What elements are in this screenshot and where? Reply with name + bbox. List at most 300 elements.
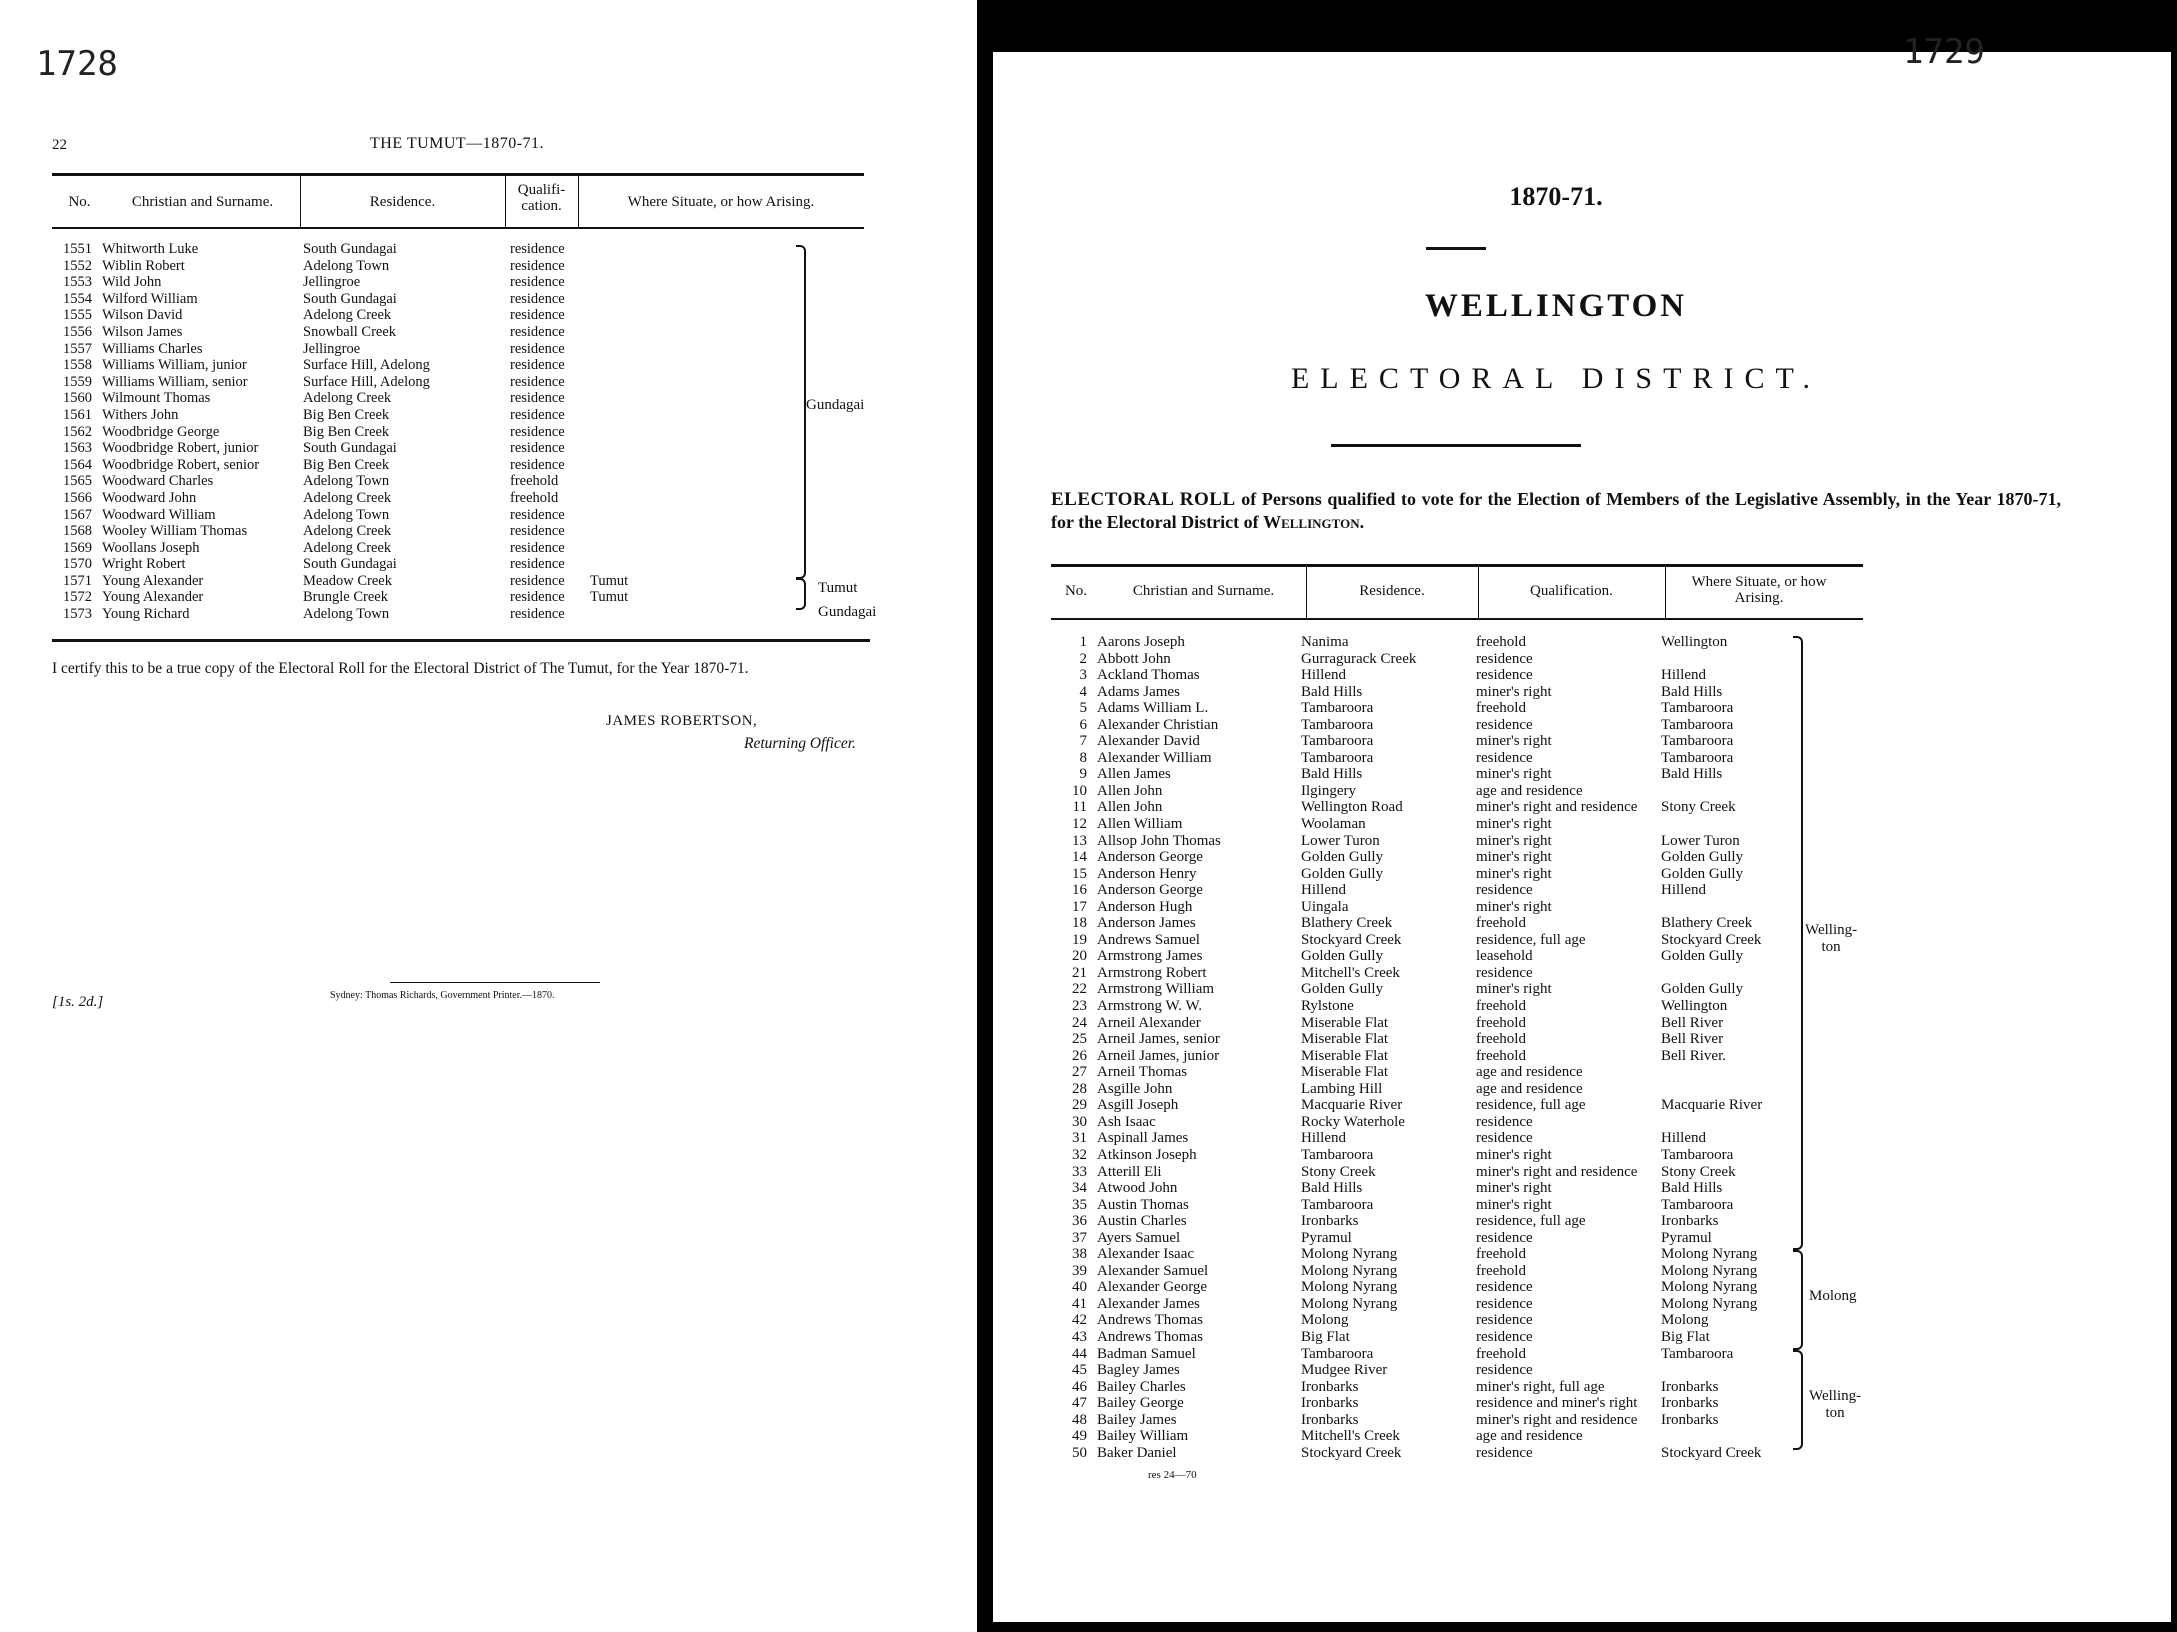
- ornament-rule: [1426, 247, 1486, 250]
- entry-qualification: residence: [510, 456, 565, 473]
- roll-entry: [1051, 1114, 1811, 1131]
- entry-qualification: residence: [1476, 1229, 1533, 1246]
- roll-entry: [1051, 733, 1811, 750]
- entry-residence: Blathery Creek: [1301, 915, 1393, 932]
- entry-number: 49: [1072, 1428, 1087, 1445]
- entry-number: 8: [1079, 749, 1087, 766]
- entry-name: Atkinson Joseph: [1097, 1146, 1197, 1163]
- entry-residence: Rocky Waterhole: [1301, 1113, 1405, 1130]
- entry-name: Arneil James, senior: [1097, 1031, 1220, 1048]
- entry-number: 50: [1072, 1444, 1087, 1461]
- right-table-top-rule: [1051, 564, 1863, 567]
- entry-residence: Macquarie River: [1301, 1097, 1403, 1114]
- entry-residence: Wellington Road: [1301, 799, 1403, 816]
- roll-entry: [1051, 634, 1811, 651]
- entry-residence: Tambaroora: [1301, 1345, 1374, 1362]
- entry-number: 1568: [63, 523, 92, 540]
- entry-residence: Pyramul: [1301, 1229, 1352, 1246]
- entry-number: 20: [1072, 948, 1087, 965]
- entry-residence: Ironbarks: [1301, 1213, 1359, 1230]
- roll-entry: [50, 357, 810, 374]
- printer-imprint: Sydney: Thomas Richards, Government Printer.—1870.: [330, 990, 555, 1001]
- entry-name: Arneil James, junior: [1097, 1047, 1220, 1064]
- roll-intro-district: Wellington.: [1263, 512, 1365, 532]
- entry-residence: Tambaroora: [1301, 716, 1374, 733]
- entry-number: 24: [1072, 1014, 1087, 1031]
- entry-where: Bell River.: [1661, 1047, 1726, 1064]
- roll-entry: [1051, 866, 1811, 883]
- entry-qualification: residence: [1476, 1328, 1533, 1345]
- entry-qualification: residence: [510, 373, 565, 390]
- roll-entry: [1051, 981, 1811, 998]
- entry-number: 18: [1072, 915, 1087, 932]
- entry-number: 40: [1072, 1279, 1087, 1296]
- roll-entry: [50, 490, 810, 507]
- entry-qualification: residence, full age: [1476, 1097, 1586, 1114]
- roll-entry: [50, 573, 810, 590]
- entry-number: 1570: [63, 556, 92, 573]
- roll-intro-text: of Persons qualified to vote for the Election of Members of the Legislative Assembly, in the Year 1870-71, for the Electoral District of: [1051, 489, 2062, 532]
- roll-entry: [1051, 783, 1811, 800]
- entry-residence: South Gundagai: [303, 556, 397, 573]
- entry-residence: Adelong Town: [303, 257, 390, 274]
- entry-number: 1553: [63, 274, 92, 291]
- entry-qualification: residence: [1476, 1113, 1533, 1130]
- roll-entry: [1051, 651, 1811, 668]
- entry-qualification: residence: [1476, 667, 1533, 684]
- entry-name: Woodbridge Robert, senior: [102, 456, 260, 473]
- entry-name: Wright Robert: [102, 556, 186, 573]
- entry-qualification: residence: [510, 390, 565, 407]
- entry-number: 1567: [63, 506, 92, 523]
- entry-number: 7: [1079, 733, 1087, 750]
- entry-residence: Surface Hill, Adelong: [303, 373, 430, 390]
- right-roll-entries: [1051, 634, 1811, 1461]
- entry-name: Bailey James: [1097, 1411, 1177, 1428]
- roll-entry: [1051, 1263, 1811, 1280]
- right-header-where: Where Situate, or how Arising.: [1691, 574, 1827, 606]
- entry-qualification: residence: [510, 406, 565, 423]
- right-footer-note: res 24—70: [1148, 1469, 1197, 1481]
- entry-number: 16: [1072, 882, 1087, 899]
- entry-number: 1572: [63, 589, 92, 606]
- left-bracket-gundagai: [796, 245, 806, 579]
- entry-qualification: residence: [1476, 1444, 1533, 1461]
- entry-qualification: miner's right: [1476, 981, 1552, 998]
- entry-number: 1562: [63, 423, 92, 440]
- entry-residence: Ilgingery: [1301, 782, 1356, 799]
- left-header-name: Christian and Surname.: [131, 194, 274, 210]
- entry-where: Bald Hills: [1661, 766, 1723, 783]
- entry-name: Williams William, junior: [102, 357, 247, 374]
- entry-residence: Golden Gully: [1301, 981, 1384, 998]
- roll-entry: [50, 307, 810, 324]
- entry-residence: Tambaroora: [1301, 700, 1374, 717]
- entry-number: 27: [1072, 1064, 1087, 1081]
- entry-number: 34: [1072, 1180, 1087, 1197]
- entry-number: 1573: [63, 606, 92, 623]
- entry-name: Young Alexander: [102, 572, 204, 589]
- entry-name: Alexander Samuel: [1097, 1262, 1209, 1279]
- entry-qualification: miner's right: [1476, 898, 1552, 915]
- entry-number: 14: [1072, 849, 1087, 866]
- entry-name: Allsop John Thomas: [1097, 832, 1221, 849]
- entry-qualification: residence: [510, 340, 565, 357]
- entry-name: Wilson David: [102, 307, 183, 324]
- entry-number: 17: [1072, 898, 1087, 915]
- entry-where: Hillend: [1661, 667, 1706, 684]
- entry-name: Atterill Eli: [1097, 1163, 1162, 1180]
- roll-entry: [1051, 882, 1811, 899]
- entry-where: Tambaroora: [1661, 1146, 1734, 1163]
- entry-qualification: freehold: [1476, 1014, 1526, 1031]
- entry-qualification: miner's right and residence: [1476, 1163, 1638, 1180]
- entry-qualification: residence, full age: [1476, 1213, 1586, 1230]
- roll-entry: [1051, 948, 1811, 965]
- entry-name: Armstrong James: [1097, 948, 1203, 965]
- roll-entry: [50, 523, 810, 540]
- entry-name: Anderson George: [1097, 849, 1203, 866]
- entry-number: 48: [1072, 1411, 1087, 1428]
- entry-residence: Hillend: [1301, 882, 1346, 899]
- entry-residence: South Gundagai: [303, 241, 397, 257]
- entry-residence: Snowball Creek: [303, 323, 397, 340]
- entry-qualification: freehold: [1476, 915, 1526, 932]
- entry-where: Molong Nyrang: [1661, 1246, 1758, 1263]
- roll-entry: [1051, 833, 1811, 850]
- entry-name: Alexander James: [1097, 1295, 1200, 1312]
- entry-number: 47: [1072, 1395, 1087, 1412]
- entry-residence: Bald Hills: [1301, 1180, 1363, 1197]
- title-rule: [1331, 444, 1581, 447]
- left-page-number: 22: [52, 137, 67, 153]
- roll-entry: [1051, 998, 1811, 1015]
- entry-name: Austin Charles: [1097, 1213, 1187, 1230]
- roll-entry: [1051, 1445, 1811, 1462]
- entry-name: Baker Daniel: [1097, 1444, 1177, 1461]
- entry-number: 1563: [63, 440, 92, 457]
- entry-residence: Golden Gully: [1301, 948, 1384, 965]
- entry-name: Arneil Thomas: [1097, 1064, 1188, 1081]
- entry-residence: Adelong Town: [303, 606, 390, 623]
- entry-name: Austin Thomas: [1097, 1196, 1189, 1213]
- entry-name: Adams James: [1097, 683, 1180, 700]
- entry-number: 1571: [63, 572, 92, 589]
- entry-residence: Big Ben Creek: [303, 406, 390, 423]
- entry-name: Asgille John: [1097, 1080, 1173, 1097]
- entry-residence: Adelong Town: [303, 506, 390, 523]
- entry-residence: Molong Nyrang: [1301, 1246, 1398, 1263]
- entry-qualification: miner's right: [1476, 832, 1552, 849]
- entry-qualification: miner's right: [1476, 1196, 1552, 1213]
- roll-entry: [50, 424, 810, 441]
- entry-name: Armstrong William: [1097, 981, 1215, 998]
- entry-number: 1564: [63, 456, 92, 473]
- entry-name: Young Richard: [102, 606, 190, 623]
- entry-qualification: residence: [510, 290, 565, 307]
- roll-entry: [1051, 1428, 1811, 1445]
- entry-qualification: residence and miner's right: [1476, 1395, 1638, 1412]
- entry-name: Asgill Joseph: [1097, 1097, 1179, 1114]
- entry-where: Bald Hills: [1661, 1180, 1723, 1197]
- entry-number: 1551: [63, 241, 92, 257]
- entry-residence: Tambaroora: [1301, 733, 1374, 750]
- entry-name: Woodbridge George: [102, 423, 220, 440]
- entry-residence: Golden Gully: [1301, 865, 1384, 882]
- entry-name: Ackland Thomas: [1097, 667, 1200, 684]
- entry-name: Anderson Henry: [1097, 865, 1197, 882]
- entry-qualification: residence: [510, 523, 565, 540]
- entry-qualification: residence: [1476, 749, 1533, 766]
- roll-entry: [50, 341, 810, 358]
- roll-entry: [1051, 1081, 1811, 1098]
- left-bracket-label: Tumut: [818, 580, 858, 596]
- entry-where: Bald Hills: [1661, 683, 1723, 700]
- entry-qualification: freehold: [1476, 700, 1526, 717]
- entry-qualification: residence: [510, 440, 565, 457]
- entry-residence: Miserable Flat: [1301, 1064, 1389, 1081]
- entry-qualification: residence: [1476, 650, 1533, 667]
- entry-number: 41: [1072, 1295, 1087, 1312]
- entry-name: Wilmount Thomas: [102, 390, 211, 407]
- entry-residence: Molong Nyrang: [1301, 1279, 1398, 1296]
- roll-entry: [1051, 700, 1811, 717]
- entry-qualification: residence: [1476, 1295, 1533, 1312]
- roll-entry: [1051, 849, 1811, 866]
- entry-name: Alexander Christian: [1097, 716, 1219, 733]
- entry-residence: Stony Creek: [1301, 1163, 1376, 1180]
- entry-number: 1: [1079, 634, 1087, 650]
- entry-where: Golden Gully: [1661, 865, 1744, 882]
- roll-entry: [50, 473, 810, 490]
- entry-number: 1565: [63, 473, 92, 490]
- entry-residence: Bald Hills: [1301, 766, 1363, 783]
- entry-qualification: freehold: [1476, 1031, 1526, 1048]
- roll-entry: [50, 374, 810, 391]
- certify-statement: I certify this to be a true copy of the Electoral Roll for the Electoral District of The Tumut, for the Year 1870-71.: [52, 660, 749, 677]
- roll-entry: [1051, 1279, 1811, 1296]
- entry-number: 1557: [63, 340, 92, 357]
- entry-qualification: miner's right: [1476, 816, 1552, 833]
- entry-name: Badman Samuel: [1097, 1345, 1196, 1362]
- entry-name: Aarons Joseph: [1097, 634, 1185, 650]
- entry-name: Ayers Samuel: [1097, 1229, 1181, 1246]
- signer-name: JAMES ROBERTSON,: [606, 713, 758, 729]
- roll-entry: [50, 390, 810, 407]
- entry-number: 45: [1072, 1362, 1087, 1379]
- entry-residence: Ironbarks: [1301, 1411, 1359, 1428]
- left-table-bottom-rule: [52, 639, 870, 642]
- entry-qualification: residence: [510, 506, 565, 523]
- entry-residence: Miserable Flat: [1301, 1031, 1389, 1048]
- entry-name: Williams Charles: [102, 340, 203, 357]
- entry-residence: Ironbarks: [1301, 1395, 1359, 1412]
- left-roll-entries: [50, 241, 810, 623]
- entry-qualification: freehold: [510, 489, 559, 506]
- entry-number: 1559: [63, 373, 92, 390]
- entry-residence: South Gundagai: [303, 290, 397, 307]
- entry-where: Stony Creek: [1661, 799, 1736, 816]
- entry-qualification: miner's right: [1476, 766, 1552, 783]
- entry-where: Macquarie River: [1661, 1097, 1763, 1114]
- entry-residence: Molong: [1301, 1312, 1349, 1329]
- entry-name: Woodward John: [102, 489, 197, 506]
- entry-name: Withers John: [102, 406, 179, 423]
- entry-where: Ironbarks: [1661, 1395, 1719, 1412]
- right-bracket-molong: [1793, 1250, 1803, 1350]
- entry-name: Young Alexander: [102, 589, 204, 606]
- right-bracket-wellington: [1793, 1350, 1803, 1450]
- roll-entry: [1051, 1097, 1811, 1114]
- roll-entry: [50, 241, 810, 258]
- entry-name: Andrews Samuel: [1097, 931, 1200, 948]
- roll-entry: [50, 440, 810, 457]
- left-bracket-tumut: [796, 578, 806, 610]
- entry-qualification: residence: [1476, 1130, 1533, 1147]
- roll-entry: [1051, 1164, 1811, 1181]
- entry-residence: Lambing Hill: [1301, 1080, 1383, 1097]
- roll-entry: [1051, 667, 1811, 684]
- entry-residence: Hillend: [1301, 1130, 1346, 1147]
- left-bracket-label: Gundagai: [806, 397, 865, 413]
- right-header-qualification: Qualification.: [1530, 583, 1613, 599]
- roll-entry: [50, 606, 810, 623]
- entry-number: 12: [1072, 816, 1087, 833]
- entry-qualification: residence: [1476, 1362, 1533, 1379]
- entry-qualification: freehold: [510, 473, 559, 490]
- entry-number: 31: [1072, 1130, 1087, 1147]
- entry-residence: Woolaman: [1301, 816, 1366, 833]
- entry-where: Pyramul: [1661, 1229, 1712, 1246]
- entry-number: 28: [1072, 1080, 1087, 1097]
- entry-number: 1556: [63, 323, 92, 340]
- roll-entry: [1051, 717, 1811, 734]
- entry-name: Atwood John: [1097, 1180, 1178, 1197]
- entry-name: Wooley William Thomas: [102, 523, 248, 540]
- entry-name: Andrews Thomas: [1097, 1328, 1203, 1345]
- entry-name: Anderson Hugh: [1097, 898, 1193, 915]
- entry-residence: South Gundagai: [303, 440, 397, 457]
- entry-number: 25: [1072, 1031, 1087, 1048]
- entry-name: Ash Isaac: [1097, 1113, 1156, 1130]
- roll-entry: [1051, 1312, 1811, 1329]
- entry-where: Wellington: [1661, 634, 1728, 650]
- entry-qualification: residence: [510, 257, 565, 274]
- entry-number: 15: [1072, 865, 1087, 882]
- entry-qualification: age and residence: [1476, 1080, 1583, 1097]
- entry-number: 1555: [63, 307, 92, 324]
- entry-number: 30: [1072, 1113, 1087, 1130]
- left-page: [0, 0, 977, 1632]
- entry-name: Alexander George: [1097, 1279, 1208, 1296]
- roll-entry: [50, 457, 810, 474]
- entry-qualification: freehold: [1476, 1047, 1526, 1064]
- entry-qualification: freehold: [1476, 998, 1526, 1015]
- roll-entry: [50, 258, 810, 275]
- entry-name: Abbott John: [1097, 650, 1171, 667]
- left-header-rule: [52, 227, 864, 229]
- roll-entry: [1051, 1412, 1811, 1429]
- entry-residence: Mudgee River: [1301, 1362, 1388, 1379]
- entry-qualification: residence: [510, 423, 565, 440]
- entry-qualification: freehold: [1476, 1345, 1526, 1362]
- entry-residence: Adelong Town: [303, 473, 390, 490]
- roll-entry: [1051, 1346, 1811, 1363]
- roll-entry: [1051, 1246, 1811, 1263]
- entry-name: Wiblin Robert: [102, 257, 185, 274]
- entry-name: Bailey George: [1097, 1395, 1184, 1412]
- entry-name: Allen John: [1097, 799, 1163, 816]
- entry-qualification: freehold: [1476, 1262, 1526, 1279]
- entry-residence: Hillend: [1301, 667, 1346, 684]
- entry-name: Allen James: [1097, 766, 1171, 783]
- entry-where: Bell River: [1661, 1014, 1724, 1031]
- entry-residence: Miserable Flat: [1301, 1014, 1389, 1031]
- entry-qualification: residence: [510, 241, 565, 257]
- entry-name: Allen William: [1097, 816, 1183, 833]
- entry-where: Tambaroora: [1661, 749, 1734, 766]
- roll-entry: [1051, 1329, 1811, 1346]
- roll-entry: [50, 324, 810, 341]
- left-header-where: Where Situate, or how Arising.: [627, 194, 815, 210]
- entry-residence: Surface Hill, Adelong: [303, 357, 430, 374]
- entry-number: 43: [1072, 1328, 1087, 1345]
- roll-entry: [1051, 1031, 1811, 1048]
- entry-name: Bagley James: [1097, 1362, 1180, 1379]
- roll-entry: [50, 291, 810, 308]
- entry-residence: Mitchell's Creek: [1301, 964, 1400, 981]
- entry-name: Woollans Joseph: [102, 539, 200, 556]
- entry-name: Anderson James: [1097, 915, 1196, 932]
- entry-where: Golden Gully: [1661, 981, 1744, 998]
- entry-name: Anderson George: [1097, 882, 1203, 899]
- right-bracket-label: Molong: [1809, 1288, 1857, 1304]
- entry-number: 38: [1072, 1246, 1087, 1263]
- entry-where: Tumut: [590, 572, 629, 589]
- entry-qualification: freehold: [1476, 634, 1526, 650]
- entry-residence: Lower Turon: [1301, 832, 1380, 849]
- roll-entry: [1051, 1147, 1811, 1164]
- roll-intro-lead: ELECTORAL ROLL: [1051, 489, 1236, 510]
- entry-name: Wilford William: [102, 290, 198, 307]
- entry-residence: Adelong Creek: [303, 307, 392, 324]
- roll-entry: [1051, 1180, 1811, 1197]
- entry-qualification: residence: [1476, 882, 1533, 899]
- roll-entry: [1051, 965, 1811, 982]
- entry-qualification: residence: [510, 589, 565, 606]
- entry-where: Golden Gully: [1661, 849, 1744, 866]
- entry-number: 37: [1072, 1229, 1087, 1246]
- entry-qualification: freehold: [1476, 1246, 1526, 1263]
- entry-where: Ironbarks: [1661, 1378, 1719, 1395]
- entry-number: 10: [1072, 782, 1087, 799]
- entry-number: 46: [1072, 1378, 1087, 1395]
- entry-qualification: miner's right and residence: [1476, 1411, 1638, 1428]
- entry-number: 39: [1072, 1262, 1087, 1279]
- entry-residence: Jellingroe: [303, 340, 361, 357]
- entry-residence: Meadow Creek: [303, 572, 392, 589]
- roll-entry: [1051, 1015, 1811, 1032]
- entry-where: Tambaroora: [1661, 716, 1734, 733]
- entry-name: Alexander Isaac: [1097, 1246, 1195, 1263]
- roll-entry: [50, 507, 810, 524]
- roll-entry: [1051, 1130, 1811, 1147]
- roll-entry: [1051, 915, 1811, 932]
- entry-residence: Adelong Creek: [303, 390, 392, 407]
- entry-where: Stony Creek: [1661, 1163, 1736, 1180]
- entry-qualification: leasehold: [1476, 948, 1533, 965]
- right-page-stamp: 1729: [1903, 32, 1985, 72]
